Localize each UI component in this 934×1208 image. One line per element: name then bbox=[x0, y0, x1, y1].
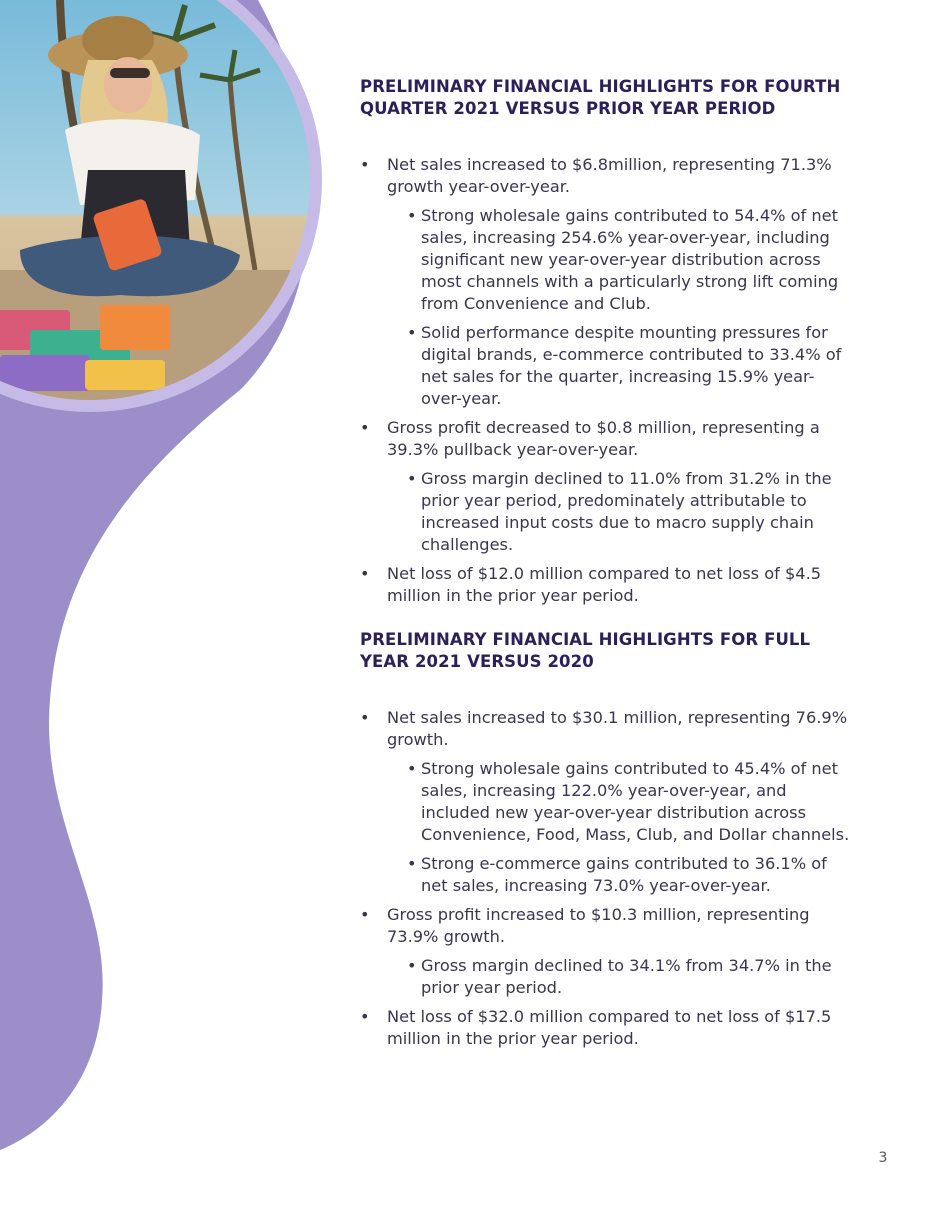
sub-list-item: • Strong wholesale gains contributed to 54.4% of net sales, increasing 254.6% year-over-year, including significant new year-over-year distribution across most channels with a particularly strong lift coming from Convenience and Club. bbox=[387, 205, 850, 315]
list-item bbox=[360, 904, 850, 999]
sub-bullet-list bbox=[387, 955, 850, 999]
list-item bbox=[360, 707, 850, 897]
sub-list-item: • Gross margin declined to 11.0% from 31.2% in the prior year period, predominately attributable to increased input costs due to macro supply chain challenges. bbox=[387, 468, 850, 556]
list-item bbox=[360, 1006, 850, 1050]
list-item bbox=[360, 417, 850, 556]
sub-list-item: • Solid performance despite mounting pressures for digital brands, e-commerce contributed to 33.4% of net sales for the quarter, increasing 15.9% year-over-year. bbox=[387, 322, 850, 410]
list-item bbox=[360, 154, 850, 410]
section-full-year-highlights bbox=[360, 629, 850, 1050]
bullet-text: Net sales increased to $6.8million, representing 71.3% growth year-over-year. bbox=[387, 155, 832, 196]
bullet-text: Gross profit decreased to $0.8 million, representing a 39.3% pullback year-over-year. bbox=[387, 418, 820, 459]
section-heading: PRELIMINARY FINANCIAL HIGHLIGHTS FOR FOURTH QUARTER 2021 VERSUS PRIOR YEAR PERIOD bbox=[360, 77, 841, 118]
beach-photo bbox=[0, 0, 320, 420]
sub-bullet-list bbox=[387, 758, 850, 897]
sub-bullet-list bbox=[387, 205, 850, 410]
section-q4-highlights bbox=[360, 76, 850, 607]
sub-list-item: • Strong wholesale gains contributed to 45.4% of net sales, increasing 122.0% year-over-year, and included new year-over-year distribution across Convenience, Food, Mass, Club, and Dollar channels. bbox=[387, 758, 850, 846]
bullet-list bbox=[360, 154, 850, 607]
page-number: 3 bbox=[878, 1150, 888, 1166]
bullet-text: Net loss of $32.0 million compared to net loss of $17.5 million in the prior year period. bbox=[387, 1007, 832, 1048]
sub-list-item: • Strong e-commerce gains contributed to 36.1% of net sales, increasing 73.0% year-over-year. bbox=[387, 853, 850, 897]
sub-bullet-list bbox=[387, 468, 850, 556]
sub-list-item: • Gross margin declined to 34.1% from 34.7% in the prior year period. bbox=[387, 955, 850, 999]
bullet-text: Net sales increased to $30.1 million, representing 76.9% growth. bbox=[387, 708, 848, 749]
bullet-text: Net loss of $12.0 million compared to net loss of $4.5 million in the prior year period. bbox=[387, 564, 822, 605]
bullet-list bbox=[360, 707, 850, 1050]
list-item bbox=[360, 563, 850, 607]
section-heading: PRELIMINARY FINANCIAL HIGHLIGHTS FOR FULL YEAR 2021 VERSUS 2020 bbox=[360, 630, 811, 671]
main-content bbox=[360, 76, 850, 1057]
bullet-text: Gross profit increased to $10.3 million, representing 73.9% growth. bbox=[387, 905, 810, 946]
